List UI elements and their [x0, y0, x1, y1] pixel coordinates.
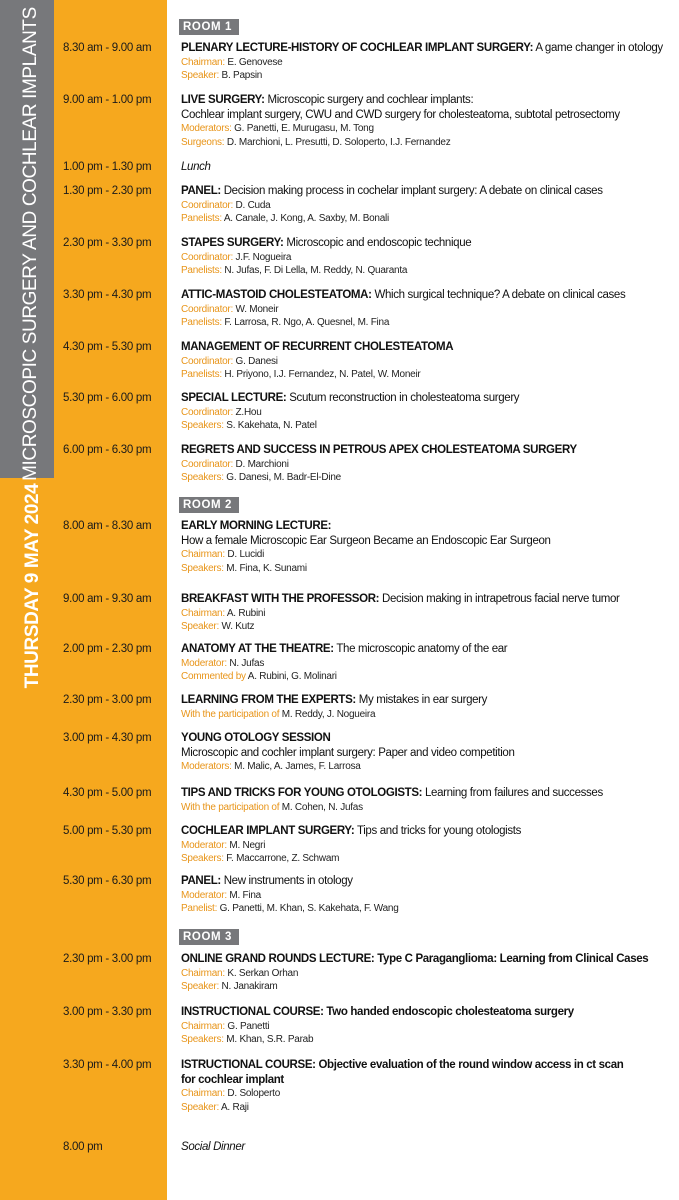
session-title-line — [181, 519, 673, 534]
session-title: COCHLEAR IMPLANT SURGERY: — [181, 825, 355, 837]
session-title-line — [181, 874, 673, 889]
session-title-line — [181, 236, 673, 251]
session-title: PANEL: — [181, 875, 221, 887]
session-people — [181, 199, 673, 213]
session-people — [181, 1020, 673, 1034]
people-names: D. Marchioni, L. Presutti, D. Soloperto, I.J. Fernandez — [224, 136, 451, 148]
session-time: 9.00 am - 1.00 pm — [63, 94, 152, 106]
session-title: ONLINE GRAND ROUNDS LECTURE: Type C Paraganglioma: Learning from Clinical Cases — [181, 953, 649, 965]
session-time: 4.30 pm - 5.00 pm — [63, 787, 152, 799]
session-title: SPECIAL LECTURE: — [181, 392, 287, 404]
room-label: ROOM 1 — [179, 19, 239, 35]
people-role: Panelists: — [181, 369, 222, 380]
session-title-line — [181, 786, 673, 801]
people-role: Speaker: — [181, 981, 220, 992]
people-names: G. Panetti, E. Murugasu, M. Tong — [231, 123, 374, 134]
people-role: Speakers: — [181, 853, 224, 864]
people-role: Panelists: — [181, 213, 222, 224]
session-subtitle: The microscopic anatomy of the ear — [333, 643, 508, 655]
closing-label: Social Dinner — [181, 1141, 245, 1153]
session-people — [181, 303, 673, 317]
session-people — [181, 69, 673, 83]
people-names: H. Priyono, I.J. Fernandez, N. Patel, W. Moneir — [221, 369, 421, 380]
room-label: ROOM 3 — [179, 929, 239, 945]
people-names: D. Soloperto — [224, 1088, 281, 1099]
session-title-line — [181, 693, 673, 708]
session — [181, 952, 673, 994]
people-names: S. Kakehata, N. Patel — [223, 420, 317, 431]
people-role: Commented by — [181, 671, 246, 682]
people-role: Coordinator: — [181, 251, 234, 263]
session-title: INSTRUCTIONAL COURSE: Two handed endoscopic cholesteatoma surgery — [181, 1006, 574, 1018]
session-people — [181, 419, 673, 433]
people-names: K. Serkan Orhan — [224, 967, 299, 979]
people-role: Speaker: — [181, 621, 220, 632]
people-names: M. Reddy, J. Nogueira — [279, 708, 376, 720]
people-names: M. Negri — [226, 839, 266, 851]
people-role: Speakers: — [181, 472, 224, 483]
people-names: G. Panetti, M. Khan, S. Kakehata, F. Wang — [217, 903, 399, 914]
people-names: E. Genovese — [224, 56, 283, 68]
session-title-line — [181, 93, 673, 108]
people-role: Coordinator: — [181, 406, 234, 418]
people-role: Chairman: — [181, 56, 225, 68]
session-time: 8.00 am - 8.30 am — [63, 520, 152, 532]
people-names: M. Khan, S.R. Parab — [223, 1034, 314, 1045]
session-title-line — [181, 731, 673, 746]
session-people — [181, 562, 673, 576]
people-names: N. Jufas, F. Di Lella, M. Reddy, N. Quaranta — [221, 265, 408, 276]
people-names: D. Cuda — [233, 199, 271, 211]
session — [181, 731, 673, 774]
session-description: How a female Microscopic Ear Surgeon Became an Endoscopic Ear Surgeon — [181, 534, 551, 547]
session-time: 2.30 pm - 3.30 pm — [63, 237, 152, 249]
session-people — [181, 355, 673, 369]
session-people — [181, 136, 673, 150]
session-time: 3.00 pm - 3.30 pm — [63, 1006, 152, 1018]
session-title-line — [181, 41, 673, 56]
session-people — [181, 251, 673, 265]
session-title: LIVE SURGERY: — [181, 94, 265, 106]
session-subtitle: Microscopic and endoscopic technique — [283, 237, 472, 249]
session — [181, 519, 673, 575]
people-role: Chairman: — [181, 549, 225, 560]
session-time: 1.30 pm - 2.30 pm — [63, 185, 152, 197]
session-subtitle: My mistakes in ear surgery — [355, 694, 488, 706]
people-names: D. Marchioni — [233, 458, 289, 470]
session-people — [181, 889, 673, 903]
session-people — [181, 316, 673, 330]
session-title-line — [181, 592, 673, 607]
session — [181, 592, 673, 634]
session-title: PANEL: — [181, 185, 221, 197]
session-time: 3.30 pm - 4.30 pm — [63, 289, 152, 301]
session-people — [181, 657, 673, 671]
people-names: M. Fina — [226, 889, 261, 901]
people-role: Moderators: — [181, 123, 232, 134]
session — [181, 340, 673, 382]
people-role: Moderator: — [181, 657, 227, 669]
session-title: ANATOMY AT THE THEATRE: — [181, 643, 334, 655]
session-time: 3.00 pm - 4.30 pm — [63, 732, 152, 744]
people-role: Panelist: — [181, 903, 218, 914]
session-people — [181, 852, 673, 866]
session-people — [181, 264, 673, 278]
session — [181, 160, 673, 175]
session-people — [181, 670, 673, 684]
people-role: With the participation of — [181, 708, 280, 720]
session — [181, 93, 673, 149]
people-names: J.F. Nogueira — [233, 251, 292, 263]
session-people — [181, 548, 673, 562]
session — [181, 1058, 673, 1114]
people-role: Moderator: — [181, 839, 227, 851]
people-role: Chairman: — [181, 967, 225, 979]
session — [181, 786, 673, 814]
people-names: N. Janakiram — [219, 981, 278, 992]
session-people — [181, 980, 673, 994]
session-people — [181, 458, 673, 472]
session-people — [181, 620, 673, 634]
session-people — [181, 212, 673, 226]
session-people — [181, 607, 673, 621]
session-subtitle: Microscopic surgery and cochlear implants: — [264, 94, 474, 106]
session-people — [181, 902, 673, 916]
session-people — [181, 1101, 673, 1115]
people-names: A. Rubini, G. Molinari — [245, 671, 337, 682]
session — [181, 693, 673, 721]
session — [181, 391, 673, 433]
session-people — [181, 471, 673, 485]
session-time: 1.00 pm - 1.30 pm — [63, 161, 152, 173]
people-names: B. Papsin — [219, 70, 263, 81]
session-people — [181, 967, 673, 981]
session-subtitle: Learning from failures and successes — [422, 787, 603, 799]
people-names: M. Cohen, N. Jufas — [279, 801, 363, 813]
session-subtitle: Decision making in intrapetrous facial nerve tumor — [379, 593, 620, 605]
session-note: Lunch — [181, 161, 211, 173]
session-title: EARLY MORNING LECTURE: — [181, 520, 332, 532]
session — [181, 824, 673, 866]
session-description: Microscopic and cochler implant surgery: Paper and video competition — [181, 746, 515, 759]
people-names: W. Kutz — [219, 621, 255, 632]
session-subtitle: Which surgical technique? A debate on clinical cases — [371, 289, 626, 301]
session-time: 5.00 pm - 5.30 pm — [63, 825, 152, 837]
people-role: Panelists: — [181, 265, 222, 276]
session-title: MANAGEMENT OF RECURRENT CHOLESTEATOMA — [181, 341, 454, 353]
closing-time: 8.00 pm — [63, 1141, 103, 1153]
session — [181, 1005, 673, 1047]
session-time: 6.00 pm - 6.30 pm — [63, 444, 152, 456]
session-time: 5.30 pm - 6.00 pm — [63, 392, 152, 404]
session-title-line — [181, 952, 673, 967]
session-title-continued — [181, 1073, 673, 1088]
session-title: REGRETS AND SUCCESS IN PETROUS APEX CHOLESTEATOMA SURGERY — [181, 444, 577, 456]
session-people — [181, 708, 673, 722]
session-people — [181, 56, 673, 70]
session-time: 2.30 pm - 3.00 pm — [63, 694, 152, 706]
session-time: 2.30 pm - 3.00 pm — [63, 953, 152, 965]
session-subtitle: Scutum reconstruction in cholesteatoma surgery — [286, 392, 520, 404]
people-names: D. Lucidi — [224, 549, 265, 560]
people-role: Coordinator: — [181, 303, 234, 315]
day-date: THURSDAY 9 MAY 2024 — [22, 483, 43, 689]
session-people — [181, 1087, 673, 1101]
session-time: 5.30 pm - 6.30 pm — [63, 875, 152, 887]
session — [181, 874, 673, 916]
session-subtitle: New instruments in otology — [220, 875, 353, 887]
section-title: MICROSCOPIC SURGERY AND COCHLEAR IMPLANTS — [20, 7, 41, 481]
people-names: Z.Hou — [233, 406, 262, 418]
people-names: G. Danesi, M. Badr-El-Dine — [223, 472, 341, 483]
session-description: Cochlear implant surgery, CWU and CWD surgery for cholesteatoma, subtotal petrosectomy — [181, 108, 620, 121]
people-names: G. Panetti — [224, 1020, 270, 1032]
people-role: Panelists: — [181, 317, 222, 328]
people-names: F. Maccarrone, Z. Schwam — [223, 853, 340, 864]
session-people — [181, 760, 673, 774]
session — [181, 443, 673, 485]
people-role: Coordinator: — [181, 458, 234, 470]
people-role: With the participation of — [181, 801, 280, 813]
people-names: G. Danesi — [233, 355, 278, 367]
people-role: Coordinator: — [181, 355, 234, 367]
session-subtitle: A game changer in otology — [533, 42, 663, 54]
people-role: Speaker: — [181, 1101, 220, 1113]
people-names: N. Jufas — [226, 657, 265, 669]
session-time: 8.30 am - 9.00 am — [63, 42, 152, 54]
session-title-cont: for cochlear implant — [181, 1073, 284, 1086]
session-title-line — [181, 391, 673, 406]
closing-block — [181, 1140, 673, 1155]
session-people — [181, 801, 673, 815]
people-role: Speakers: — [181, 420, 224, 431]
session-title: BREAKFAST WITH THE PROFESSOR: — [181, 593, 380, 605]
people-role: Chairman: — [181, 1020, 225, 1032]
people-role: Speakers: — [181, 1034, 224, 1045]
people-role: Speaker: — [181, 70, 220, 81]
session-people — [181, 122, 673, 136]
session-title-line — [181, 1005, 673, 1020]
session — [181, 288, 673, 330]
session — [181, 236, 673, 278]
session-time: 4.30 pm - 5.30 pm — [63, 341, 152, 353]
people-names: W. Moneir — [233, 303, 279, 315]
session-title: TIPS AND TRICKS FOR YOUNG OTOLOGISTS: — [181, 787, 423, 799]
session-title: PLENARY LECTURE-HISTORY OF COCHLEAR IMPLANT SURGERY: — [181, 42, 534, 54]
session-title: ATTIC-MASTOID CHOLESTEATOMA: — [181, 289, 372, 301]
people-names: M. Fina, K. Sunami — [223, 562, 307, 574]
people-names: A. Rubini — [224, 607, 266, 619]
session-title: YOUNG OTOLOGY SESSION — [181, 732, 331, 744]
session-title-line — [181, 824, 673, 839]
people-names: A. Raji — [219, 1101, 249, 1113]
session-people — [181, 839, 673, 853]
people-role: Chairman: — [181, 607, 225, 619]
session-time: 9.00 am - 9.30 am — [63, 593, 152, 605]
session-title: STAPES SURGERY: — [181, 237, 284, 249]
people-names: M. Malic, A. James, F. Larrosa — [231, 761, 361, 772]
session — [181, 642, 673, 684]
people-names: F. Larrosa, R. Ngo, A. Quesnel, M. Fina — [221, 317, 390, 328]
session-title: ISTRUCTIONAL COURSE: Objective evaluation of the round window access in ct scan — [181, 1059, 624, 1071]
session-subtitle: Tips and tricks for young otologists — [354, 825, 522, 837]
session-subtitle: Decision making process in cochelar implant surgery: A debate on clinical cases — [220, 185, 603, 197]
session-title-line — [181, 642, 673, 657]
people-role: Surgeons: — [181, 136, 225, 148]
people-role: Coordinator: — [181, 199, 234, 211]
session-title-line — [181, 288, 673, 303]
session-title-line — [181, 443, 673, 458]
session-people — [181, 406, 673, 420]
people-names: A. Canale, J. Kong, A. Saxby, M. Bonali — [221, 213, 389, 224]
people-role: Speakers: — [181, 562, 224, 574]
people-role: Moderator: — [181, 889, 227, 901]
people-role: Chairman: — [181, 1088, 225, 1099]
room-label: ROOM 2 — [179, 497, 239, 513]
session-title: LEARNING FROM THE EXPERTS: — [181, 694, 356, 706]
session — [181, 184, 673, 226]
session-title-line — [181, 340, 673, 355]
session-title-line — [181, 1058, 673, 1073]
people-role: Moderators: — [181, 761, 232, 772]
session-time: 3.30 pm - 4.00 pm — [63, 1059, 152, 1071]
session-title-line — [181, 184, 673, 199]
session-time: 2.00 pm - 2.30 pm — [63, 643, 152, 655]
session-people — [181, 1033, 673, 1047]
session-people — [181, 368, 673, 382]
session — [181, 41, 673, 83]
